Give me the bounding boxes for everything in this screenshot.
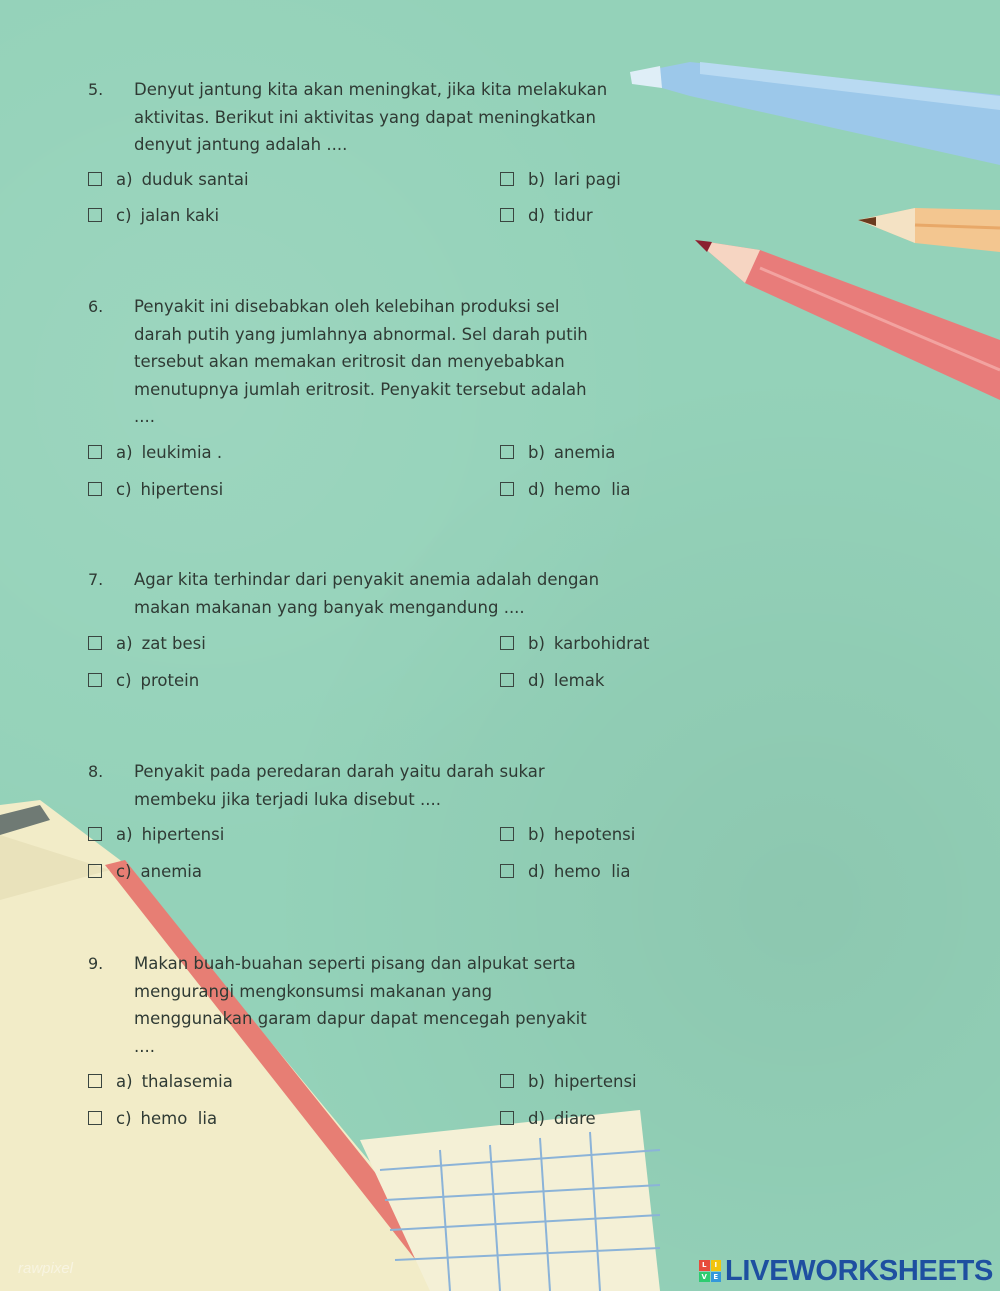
option-text: hipertensi <box>140 479 224 499</box>
option-text: hemo lia <box>140 1108 218 1128</box>
q9-option-c[interactable]: c) hemo lia <box>88 1106 217 1130</box>
q8-option-c[interactable]: c) anemia <box>88 859 202 883</box>
brand-name: LIVEWORKSHEETS <box>725 1254 994 1287</box>
option-text: protein <box>140 670 200 690</box>
option-text: karbohidrat <box>553 633 650 653</box>
q5-option-d[interactable]: d) tidur <box>500 203 593 227</box>
q7-option-a[interactable]: a) zat besi <box>88 631 206 655</box>
option-text: jalan kaki <box>140 205 220 225</box>
question-number: 9. <box>88 954 104 973</box>
checkbox[interactable] <box>500 482 514 496</box>
option-text: hepotensi <box>553 824 636 844</box>
question-number: 5. <box>88 80 104 99</box>
red-pencil-icon <box>695 240 1000 400</box>
q8-option-d[interactable]: d) hemo lia <box>500 859 630 883</box>
checkbox[interactable] <box>88 208 102 222</box>
question-number: 7. <box>88 570 104 589</box>
q7-option-c[interactable]: c) protein <box>88 668 199 692</box>
q7-option-b[interactable]: b) karbohidrat <box>500 631 650 655</box>
question-number: 6. <box>88 297 104 316</box>
q6-option-b[interactable]: b) anemia <box>500 440 615 464</box>
q5-option-b[interactable]: b) lari pagi <box>500 167 621 191</box>
option-text: anemia <box>553 442 616 462</box>
orange-pencil-icon <box>858 208 1000 252</box>
checkbox[interactable] <box>500 827 514 841</box>
watermark: rawpixel <box>18 1260 74 1277</box>
checkbox[interactable] <box>500 1074 514 1088</box>
q7-option-d[interactable]: d) lemak <box>500 668 604 692</box>
q6-option-a[interactable]: a) leukimia . <box>88 440 222 464</box>
q9-option-a[interactable]: a) thalasemia <box>88 1069 233 1093</box>
checkbox[interactable] <box>88 1111 102 1125</box>
q8-option-b[interactable]: b) hepotensi <box>500 822 635 846</box>
option-text: hemo lia <box>553 479 631 499</box>
checkbox[interactable] <box>500 636 514 650</box>
option-text: hipertensi <box>141 824 225 844</box>
q8-option-a[interactable]: a) hipertensi <box>88 822 224 846</box>
checkbox[interactable] <box>500 172 514 186</box>
option-text: tidur <box>553 205 593 225</box>
question-text: Penyakit ini disebabkan oleh kelebihan produksi sel darah putih yang jumlahnya abnormal. Sel darah putih tersebut akan memakan eritrosit dan menyebabkan menutupnya jumlah eritrosit. Penyakit tersebut adalah .... <box>134 297 588 426</box>
checkbox[interactable] <box>88 445 102 459</box>
question-text: Denyut jantung kita akan meningkat, jika kita melakukan aktivitas. Berikut ini aktivitas yang dapat meningkatkan denyut jantung adalah .... <box>134 80 608 154</box>
checkbox[interactable] <box>88 172 102 186</box>
option-text: lemak <box>553 670 605 690</box>
checkbox[interactable] <box>88 827 102 841</box>
question-number: 8. <box>88 762 104 781</box>
option-text: lari pagi <box>553 169 621 189</box>
checkbox[interactable] <box>500 208 514 222</box>
liveworksheets-logo[interactable] <box>699 1254 994 1287</box>
option-text: hipertensi <box>553 1071 637 1091</box>
q5-option-a[interactable]: a) duduk santai <box>88 167 249 191</box>
option-text: duduk santai <box>141 169 249 189</box>
question-text: Agar kita terhindar dari penyakit anemia adalah dengan makan makanan yang banyak mengandung .... <box>134 570 600 617</box>
q6-option-c[interactable]: c) hipertensi <box>88 477 223 501</box>
checkbox[interactable] <box>88 636 102 650</box>
option-text: thalasemia <box>141 1071 233 1091</box>
question-text: Makan buah-buahan seperti pisang dan alpukat serta mengurangi mengkonsumsi makanan yang menggunakan garam dapur dapat mencegah penyakit .... <box>134 954 587 1056</box>
checkbox[interactable] <box>88 673 102 687</box>
option-text: leukimia . <box>141 442 223 462</box>
checkbox[interactable] <box>500 673 514 687</box>
q9-option-b[interactable]: b) hipertensi <box>500 1069 637 1093</box>
q5-option-c[interactable]: c) jalan kaki <box>88 203 219 227</box>
checkbox[interactable] <box>500 864 514 878</box>
checkbox[interactable] <box>500 445 514 459</box>
checkbox[interactable] <box>500 1111 514 1125</box>
q9-option-d[interactable]: d) diare <box>500 1106 596 1130</box>
option-text: zat besi <box>141 633 206 653</box>
checkbox[interactable] <box>88 1074 102 1088</box>
checkbox[interactable] <box>88 864 102 878</box>
option-text: anemia <box>140 861 203 881</box>
option-text: diare <box>553 1108 596 1128</box>
blue-marker-icon <box>630 62 1000 165</box>
option-text: hemo lia <box>553 861 631 881</box>
logo-badge-icon: L I V E <box>699 1260 721 1282</box>
q6-option-d[interactable]: d) hemo lia <box>500 477 630 501</box>
question-text: Penyakit pada peredaran darah yaitu darah sukar membeku jika terjadi luka disebut .... <box>134 762 545 809</box>
checkbox[interactable] <box>88 482 102 496</box>
